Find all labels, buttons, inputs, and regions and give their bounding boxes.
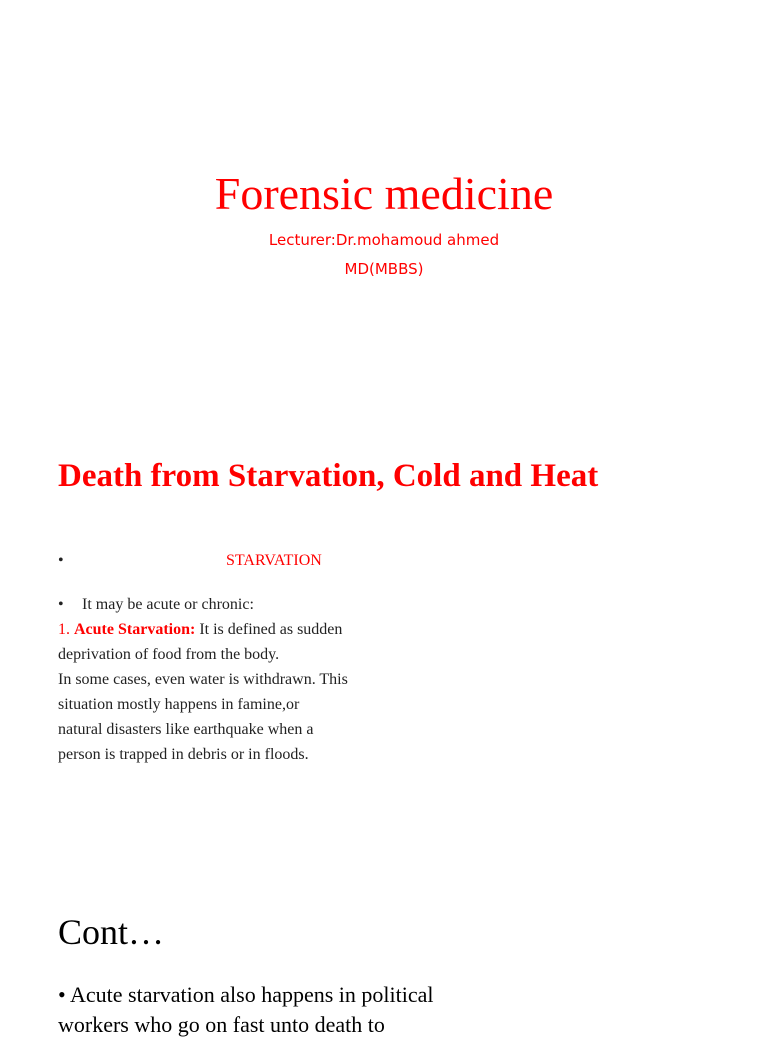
paragraph-line: person is trapped in debris or in floods.: [58, 746, 309, 763]
paragraph-line: natural disasters like earthquake when a: [58, 721, 314, 738]
bullet-acute-chronic: [58, 592, 254, 617]
continuation-text: [58, 980, 478, 1040]
paragraph-line: situation mostly happens in famine,or: [58, 696, 300, 713]
paragraph-line: [58, 617, 388, 642]
bullet-label: STARVATION: [226, 552, 322, 569]
lecturer-name: Lecturer:Dr.mohamoud ahmed: [268, 231, 500, 249]
paragraph-line: workers who go on fast unto death to: [58, 1012, 385, 1037]
acute-starvation-paragraph: [58, 617, 388, 767]
definition-text: It is defined as sudden: [199, 621, 343, 638]
slide-title: Forensic medicine: [214, 168, 554, 219]
bullet-marker: •: [58, 552, 64, 569]
bullet-starvation: [58, 548, 388, 573]
paragraph-line: deprivation of food from the body.: [58, 646, 280, 663]
bullet-marker: •: [58, 596, 64, 613]
slide-heading: Death from Starvation, Cold and Heat: [58, 458, 599, 494]
lecturer-degree: MD(MBBS): [344, 260, 424, 278]
term-label: Acute Starvation:: [74, 621, 196, 638]
content-slide: [0, 420, 768, 820]
title-slide: [0, 0, 768, 330]
paragraph-line: • Acute starvation also happens in political: [58, 982, 434, 1007]
bullet-label: It may be acute or chronic:: [82, 596, 254, 613]
slide-heading: Cont…: [58, 912, 165, 952]
continuation-slide: [0, 880, 768, 1037]
paragraph-line: In some cases, even water is withdrawn. This: [58, 671, 348, 688]
list-number: 1.: [58, 621, 70, 638]
